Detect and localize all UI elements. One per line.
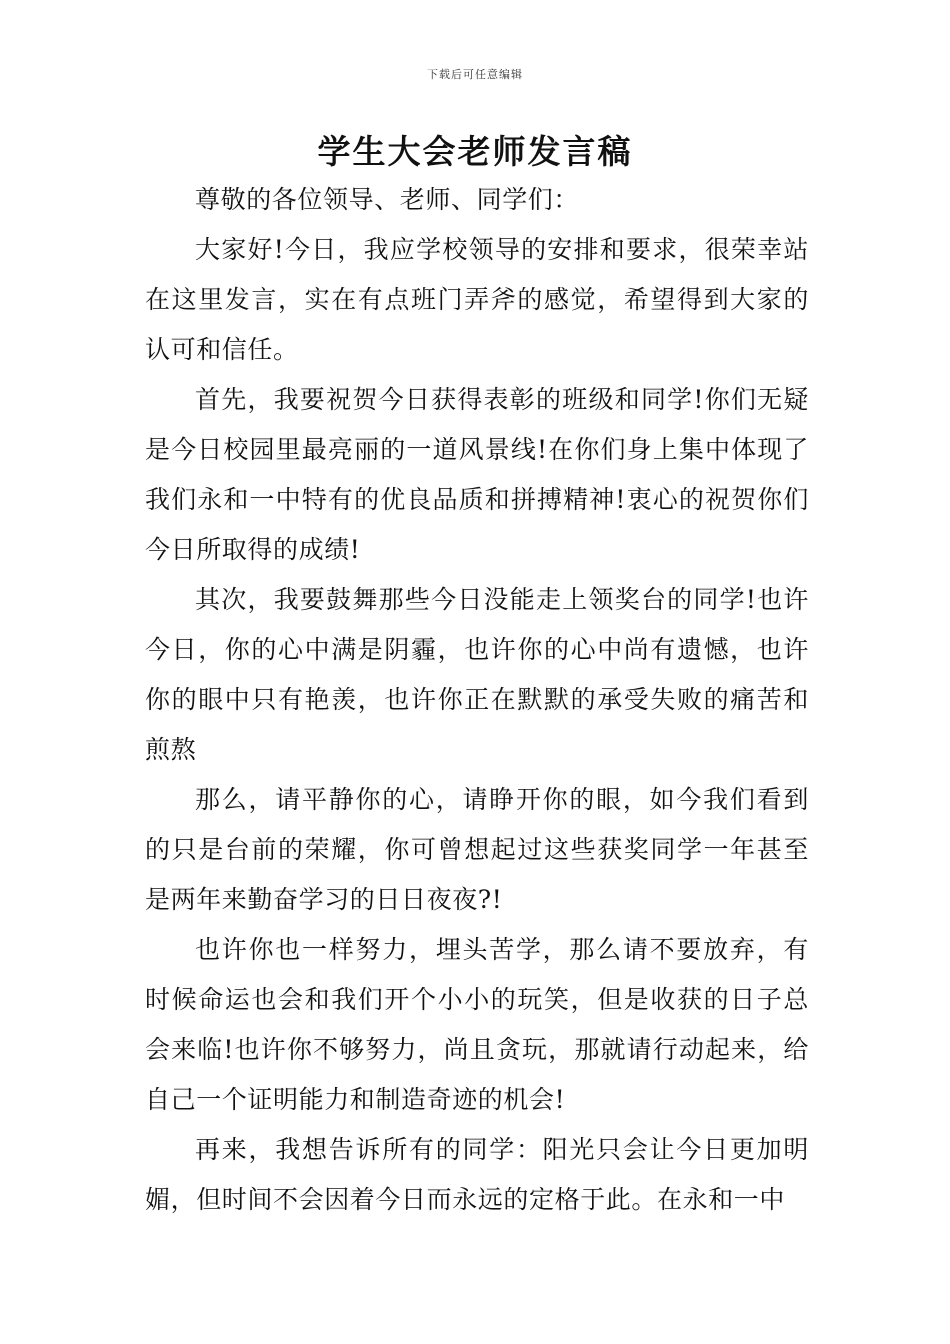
paragraph: 首先，我要祝贺今日获得表彰的班级和同学!你们无疑是今日校园里最亮丽的一道风景线!在你们身上集中体现了我们永和一中特有的优良品质和拼搏精神!衷心的祝贺你们今日所取得的成绩! xyxy=(145,385,809,564)
paragraph-salutation: 尊敬的各位领导、老师、同学们： xyxy=(195,185,580,214)
paragraph: 那么，请平静你的心，请睁开你的眼，如今我们看到的只是台前的荣耀，你可曾想起过这些获奖同学一年甚至是两年来勤奋学习的日日夜夜?! xyxy=(145,785,809,914)
page-title: 学生大会老师发言稿 xyxy=(317,132,633,171)
document-body xyxy=(145,175,809,1225)
paragraph: 大家好!今日，我应学校领导的安排和要求，很荣幸站在这里发言，实在有点班门弄斧的感觉，希望得到大家的认可和信任。 xyxy=(145,235,809,364)
paragraph: 其次，我要鼓舞那些今日没能走上领奖台的同学!也许今日，你的心中满是阴霾，也许你的心中尚有遗憾，也许你的眼中只有艳羡，也许你正在默默的承受失败的痛苦和煎熬 xyxy=(145,585,809,764)
paragraph: 也许你也一样努力，埋头苦学，那么请不要放弃，有时候命运也会和我们开个小小的玩笑，但是收获的日子总会来临!也许你不够努力，尚且贪玩，那就请行动起来，给自己一个证明能力和制造奇迹的机会! xyxy=(145,935,809,1114)
header-note: 下载后可任意编辑 xyxy=(427,68,523,81)
paragraph: 再来，我想告诉所有的同学：阳光只会让今日更加明媚，但时间不会因着今日而永远的定格于此。在永和一中 xyxy=(145,1135,809,1214)
